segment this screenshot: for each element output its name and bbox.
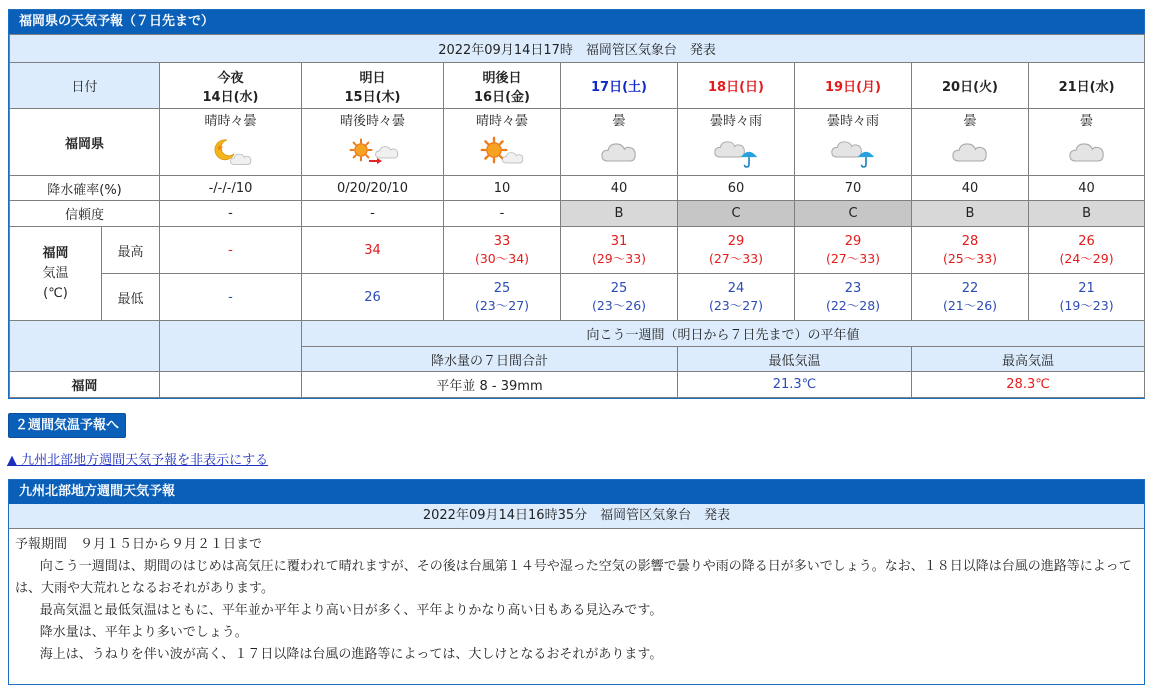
reliability-label: 信頼度 xyxy=(10,201,160,227)
cloud-umbrella-icon xyxy=(678,132,794,172)
forecast-paragraph: 海上は、うねりを伴い波が高く、１７日以降は台風の進路等によっては、大しけとなるおそれがあります。 xyxy=(39,647,663,662)
normals-precip-value: 平年並 8 - 39mm xyxy=(302,372,678,398)
max-temp-0: - xyxy=(160,227,302,274)
forecast-table xyxy=(9,34,1145,398)
reliability-value-1: - xyxy=(302,201,444,227)
weather-text: 曇 xyxy=(612,114,626,129)
min-temp-4: 24 (23～27) xyxy=(678,274,795,321)
reliability-value-6: B xyxy=(912,201,1029,227)
issued-time: 2022年09月14日17時 福岡管区気象台 発表 xyxy=(10,35,1145,63)
max-temp-1: 34 xyxy=(302,227,444,274)
regional-forecast-text xyxy=(9,529,1144,670)
day-header-3: 17日(土) xyxy=(561,63,678,109)
normals-station: 福岡 xyxy=(10,372,160,398)
normals-precip-label: 降水量の７日間合計 xyxy=(302,347,678,372)
weather-text: 曇 xyxy=(1080,114,1094,129)
min-temp-3: 25 (23～26) xyxy=(561,274,678,321)
sun-then-cloud-icon xyxy=(302,132,443,172)
min-temp-5: 23 (22～28) xyxy=(795,274,912,321)
min-temp-6: 22 (21～26) xyxy=(912,274,1029,321)
day-header-5: 19日(月) xyxy=(795,63,912,109)
regional-forecast-title: 九州北部地方週間天気予報 xyxy=(9,480,1144,504)
pop-value-7: 40 xyxy=(1029,176,1145,201)
regional-issued-time: 2022年09月14日16時35分 福岡管区気象台 発表 xyxy=(9,504,1144,529)
max-temp-label: 最高 xyxy=(102,227,160,274)
date-header-label: 日付 xyxy=(10,63,160,109)
weather-cell-0 xyxy=(160,109,302,176)
area-label: 福岡県 xyxy=(10,109,160,176)
normals-min-label: 最低気温 xyxy=(678,347,912,372)
max-temp-4: 29 (27～33) xyxy=(678,227,795,274)
day-header-2: 明後日 16日(金) xyxy=(444,63,561,109)
forecast-paragraph: 最高気温と最低気温はともに、平年並か平年より高い日が多く、平年よりかなり高い日もある見込みです。 xyxy=(39,603,663,618)
day-header-6: 20日(火) xyxy=(912,63,1029,109)
weather-text: 晴後時々曇 xyxy=(339,114,405,129)
reliability-value-5: C xyxy=(795,201,912,227)
pop-value-6: 40 xyxy=(912,176,1029,201)
min-temp-7: 21 (19～23) xyxy=(1029,274,1145,321)
two-week-temperature-button[interactable]: ２週間気温予報へ xyxy=(8,413,126,438)
weather-cell-6 xyxy=(912,109,1029,176)
normals-blank-header-2 xyxy=(160,321,302,372)
prefecture-forecast-title: 福岡県の天気予報（７日先まで） xyxy=(9,10,1144,34)
pop-value-4: 60 xyxy=(678,176,795,201)
prefecture-forecast-panel xyxy=(8,9,1145,399)
weather-cell-3 xyxy=(561,109,678,176)
cloud-icon xyxy=(912,132,1028,172)
weather-text: 曇時々雨 xyxy=(709,114,762,129)
day-header-4: 18日(日) xyxy=(678,63,795,109)
min-temp-label: 最低 xyxy=(102,274,160,321)
min-temp-1: 26 xyxy=(302,274,444,321)
reliability-value-0: - xyxy=(160,201,302,227)
day-header-0: 今夜 14日(水) xyxy=(160,63,302,109)
weather-cell-7 xyxy=(1029,109,1145,176)
reliability-value-2: - xyxy=(444,201,561,227)
regional-forecast-panel xyxy=(8,479,1145,685)
max-temp-6: 28 (25～33) xyxy=(912,227,1029,274)
min-temp-0: - xyxy=(160,274,302,321)
cloud-umbrella-icon xyxy=(795,132,911,172)
pop-value-0: -/-/-/10 xyxy=(160,176,302,201)
normals-min-value: 21.3℃ xyxy=(678,372,912,398)
weather-cell-1 xyxy=(302,109,444,176)
pop-value-2: 10 xyxy=(444,176,561,201)
max-temp-2: 33 (30～34) xyxy=(444,227,561,274)
max-temp-5: 29 (27～33) xyxy=(795,227,912,274)
pop-value-1: 0/20/20/10 xyxy=(302,176,444,201)
min-temp-2: 25 (23～27) xyxy=(444,274,561,321)
normals-max-label: 最高気温 xyxy=(912,347,1145,372)
reliability-value-7: B xyxy=(1029,201,1145,227)
weather-text: 曇時々雨 xyxy=(826,114,879,129)
moon-cloud-icon xyxy=(160,132,301,172)
forecast-paragraph: 向こう一週間は、期間のはじめは高気圧に覆われて晴れますが、その後は台風第１４号や湿った空気の影響で曇りや雨の降る日が多いでしょう。なお、１８日以降は台風の進路等によっては、大雨や大荒れとなるおそれがあります。 xyxy=(15,559,1132,596)
forecast-paragraph: 降水量は、平年より多いでしょう。 xyxy=(39,625,248,640)
pop-label: 降水確率(%) xyxy=(10,176,160,201)
day-header-1: 明日 15日(木) xyxy=(302,63,444,109)
weather-text: 晴時々曇 xyxy=(204,114,257,129)
weather-cell-2 xyxy=(444,109,561,176)
max-temp-7: 26 (24～29) xyxy=(1029,227,1145,274)
normals-blank-cell xyxy=(160,372,302,398)
pop-value-5: 70 xyxy=(795,176,912,201)
pop-value-3: 40 xyxy=(561,176,678,201)
normals-max-value: 28.3℃ xyxy=(912,372,1145,398)
weather-cell-4 xyxy=(678,109,795,176)
hide-regional-forecast-link[interactable]: ▲ 九州北部地方週間天気予報を非表示にする xyxy=(7,453,269,468)
day-header-7: 21日(水) xyxy=(1029,63,1145,109)
temp-area-label: 福岡 気温 (℃) xyxy=(10,227,102,321)
cloud-icon xyxy=(561,132,677,172)
normals-header: 向こう一週間（明日から７日先まで）の平年値 xyxy=(302,321,1145,347)
weather-text: 晴時々曇 xyxy=(475,114,528,129)
forecast-period: 予報期間 ９月１５日から９月２１日まで xyxy=(15,537,263,552)
reliability-value-3: B xyxy=(561,201,678,227)
weather-text: 曇 xyxy=(963,114,977,129)
cloud-icon xyxy=(1029,132,1144,172)
weather-cell-5 xyxy=(795,109,912,176)
reliability-value-4: C xyxy=(678,201,795,227)
max-temp-3: 31 (29～33) xyxy=(561,227,678,274)
sun-cloud-icon xyxy=(444,132,560,172)
normals-blank-header xyxy=(10,321,160,372)
